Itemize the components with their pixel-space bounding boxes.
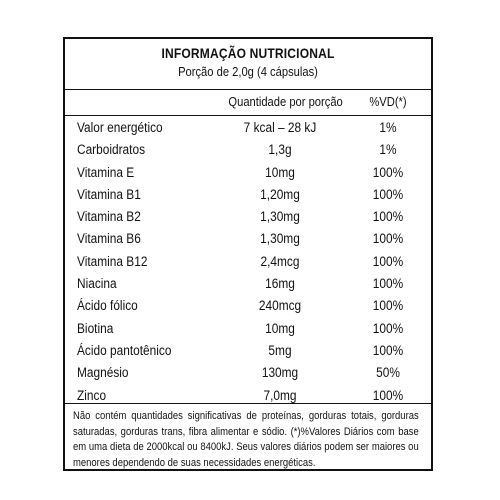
nutrient-row [65, 340, 431, 362]
nutrient-name: Vitamina B1 [77, 186, 141, 202]
nutrient-daily-value: 100% [372, 320, 404, 336]
nutrient-name: Ácido fólico [77, 298, 138, 314]
nutrient-daily-value: 100% [372, 231, 404, 247]
nutrient-name: Vitamina B6 [77, 231, 141, 247]
nutrient-name: Magnésio [77, 365, 129, 381]
nutrient-quantity: 240mcg [258, 298, 302, 314]
nutrient-name: Zinco [77, 387, 107, 403]
nutrient-name: Carboidratos [77, 142, 146, 158]
nutrient-daily-value: 1% [379, 142, 397, 158]
nutrient-quantity: 7 kcal – 28 kJ [243, 120, 317, 135]
nutrient-quantity: 16mg [265, 276, 295, 292]
portion-size: Porção de 2,0g (4 cápsulas) [178, 64, 318, 79]
quantity-column-header: Quantidade por porção [228, 94, 343, 109]
nutrient-daily-value: 50% [376, 365, 400, 381]
footnote-section [65, 403, 431, 469]
footnote-text: Não contém quantidades significativas de proteínas, gorduras totais, gorduras saturadas, gorduras trans, fibra alimentar e sódio. (*)%Valores Diários com base em uma dieta de 2000kcal ou 8400kJ. Seus valores diários podem ser maiores ou menores dependendo de suas necessidades energéticas. [73, 410, 419, 469]
nutrient-row [65, 295, 431, 317]
nutrient-name: Ácido pantotênico [77, 342, 172, 358]
nutrient-row [65, 228, 431, 250]
nutrient-quantity: 1,3g [268, 142, 292, 158]
nutrient-row [65, 362, 431, 384]
nutrient-name: Vitamina B2 [77, 209, 141, 225]
nutrient-daily-value: 100% [372, 209, 404, 225]
nutrient-quantity: 130mg [261, 365, 299, 381]
nutrient-quantity: 2,4mcg [260, 253, 300, 269]
label-title: INFORMAÇÃO NUTRICIONAL [161, 45, 335, 61]
label-header [65, 39, 431, 90]
daily-value-column-header: %VD(*) [369, 94, 407, 109]
nutrient-row [65, 251, 431, 273]
nutrient-quantity: 7,0mg [263, 387, 297, 403]
nutrient-name: Niacina [77, 276, 117, 292]
nutrient-daily-value: 100% [372, 276, 404, 292]
nutrient-daily-value: 100% [372, 298, 404, 314]
nutrient-row [65, 206, 431, 228]
nutrient-name: Vitamina E [77, 164, 135, 180]
column-headers [65, 89, 431, 116]
nutrient-name: Vitamina B12 [77, 253, 148, 269]
nutrient-row [65, 318, 431, 340]
nutrient-name: Biotina [77, 320, 114, 336]
nutrient-quantity: 1,30mg [260, 231, 300, 247]
nutrient-row [65, 273, 431, 295]
nutrient-daily-value: 100% [372, 164, 404, 180]
nutrient-row [65, 117, 431, 139]
nutrient-daily-value: 100% [372, 342, 404, 358]
nutrient-quantity: 1,20mg [260, 186, 300, 202]
nutrition-facts-label [63, 37, 433, 471]
nutrient-row [65, 162, 431, 184]
nutrient-daily-value: 100% [372, 253, 404, 269]
nutrient-daily-value: 100% [372, 387, 404, 403]
nutrient-row [65, 184, 431, 206]
nutrient-quantity: 1,30mg [260, 209, 300, 225]
nutrient-daily-value: 1% [379, 120, 397, 135]
nutrient-daily-value: 100% [372, 186, 404, 202]
nutrient-row [65, 139, 431, 161]
nutrient-name: Valor energético [77, 120, 163, 135]
nutrient-quantity: 10mg [265, 164, 295, 180]
nutrient-quantity: 10mg [265, 320, 295, 336]
nutrient-quantity: 5mg [268, 342, 292, 358]
nutrient-table [65, 117, 431, 407]
